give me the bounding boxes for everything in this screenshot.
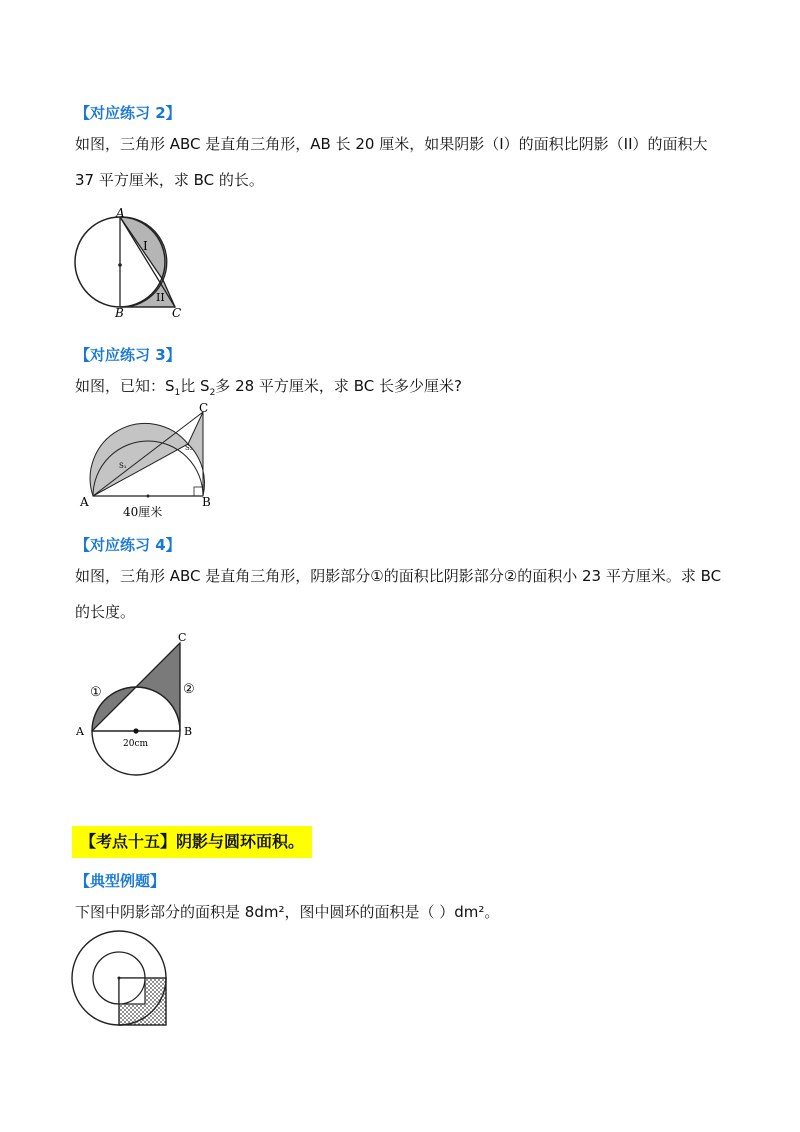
label-C: C: [199, 401, 209, 415]
example-figure: [70, 935, 180, 1035]
exercise-2-text: 如图，三角形 ABC 是直角三角形，AB 长 20 厘米，如果阴影（I）的面积比阴影（II）的面积大 37 平方厘米，求 BC 的长。: [75, 135, 708, 189]
label-A: A: [116, 206, 125, 220]
exercise-3-figure: [75, 400, 220, 525]
label-I: I: [143, 239, 148, 253]
exercise-2-heading: 【对应练习 2】: [75, 104, 181, 122]
center-dot: [147, 495, 150, 498]
example-heading: 【典型例题】: [75, 872, 166, 890]
label-A: A: [80, 495, 89, 509]
exercise-3-text-post: 多 28 平方厘米，求 BC 长多少厘米?: [215, 377, 462, 395]
s1-subscript: 1: [174, 388, 181, 398]
label-C: C: [172, 306, 182, 320]
exercise-4-figure: [70, 630, 210, 780]
exercise-3-text-mid: 比 S: [180, 377, 210, 395]
label-B: B: [202, 495, 211, 509]
label-S1: S₁: [119, 462, 127, 470]
center-dot: [118, 263, 122, 267]
label-B: B: [184, 725, 193, 738]
example-text: 下图中阴影部分的面积是 8dm²，图中圆环的面积是（ ）dm²。: [75, 903, 500, 921]
label-base: 40厘米: [123, 505, 163, 519]
label-B: B: [115, 306, 124, 320]
label-circle-2: ②: [183, 682, 195, 697]
center-dot: [118, 977, 121, 980]
s2-subscript: 2: [209, 388, 216, 398]
label-C: C: [178, 631, 187, 644]
label-diameter: 20cm: [123, 739, 149, 749]
center-dot: [133, 728, 138, 733]
label-A: A: [76, 725, 84, 738]
exercise-2-figure: [70, 205, 200, 320]
section-title-banner: 【考点十五】阴影与圆环面积。: [72, 826, 312, 858]
label-S2: S₂: [185, 444, 193, 452]
exercise-3-heading: 【对应练习 3】: [75, 346, 181, 364]
label-II: II: [156, 291, 165, 304]
exercise-4-heading: 【对应练习 4】: [75, 536, 181, 554]
exercise-3-text-pre: 如图，已知：S: [75, 377, 175, 395]
exercise-4-text: 如图，三角形 ABC 是直角三角形，阴影部分①的面积比阴影部分②的面积小 23 平方厘米。求 BC 的长度。: [75, 567, 722, 621]
label-circle-1: ①: [90, 685, 102, 700]
